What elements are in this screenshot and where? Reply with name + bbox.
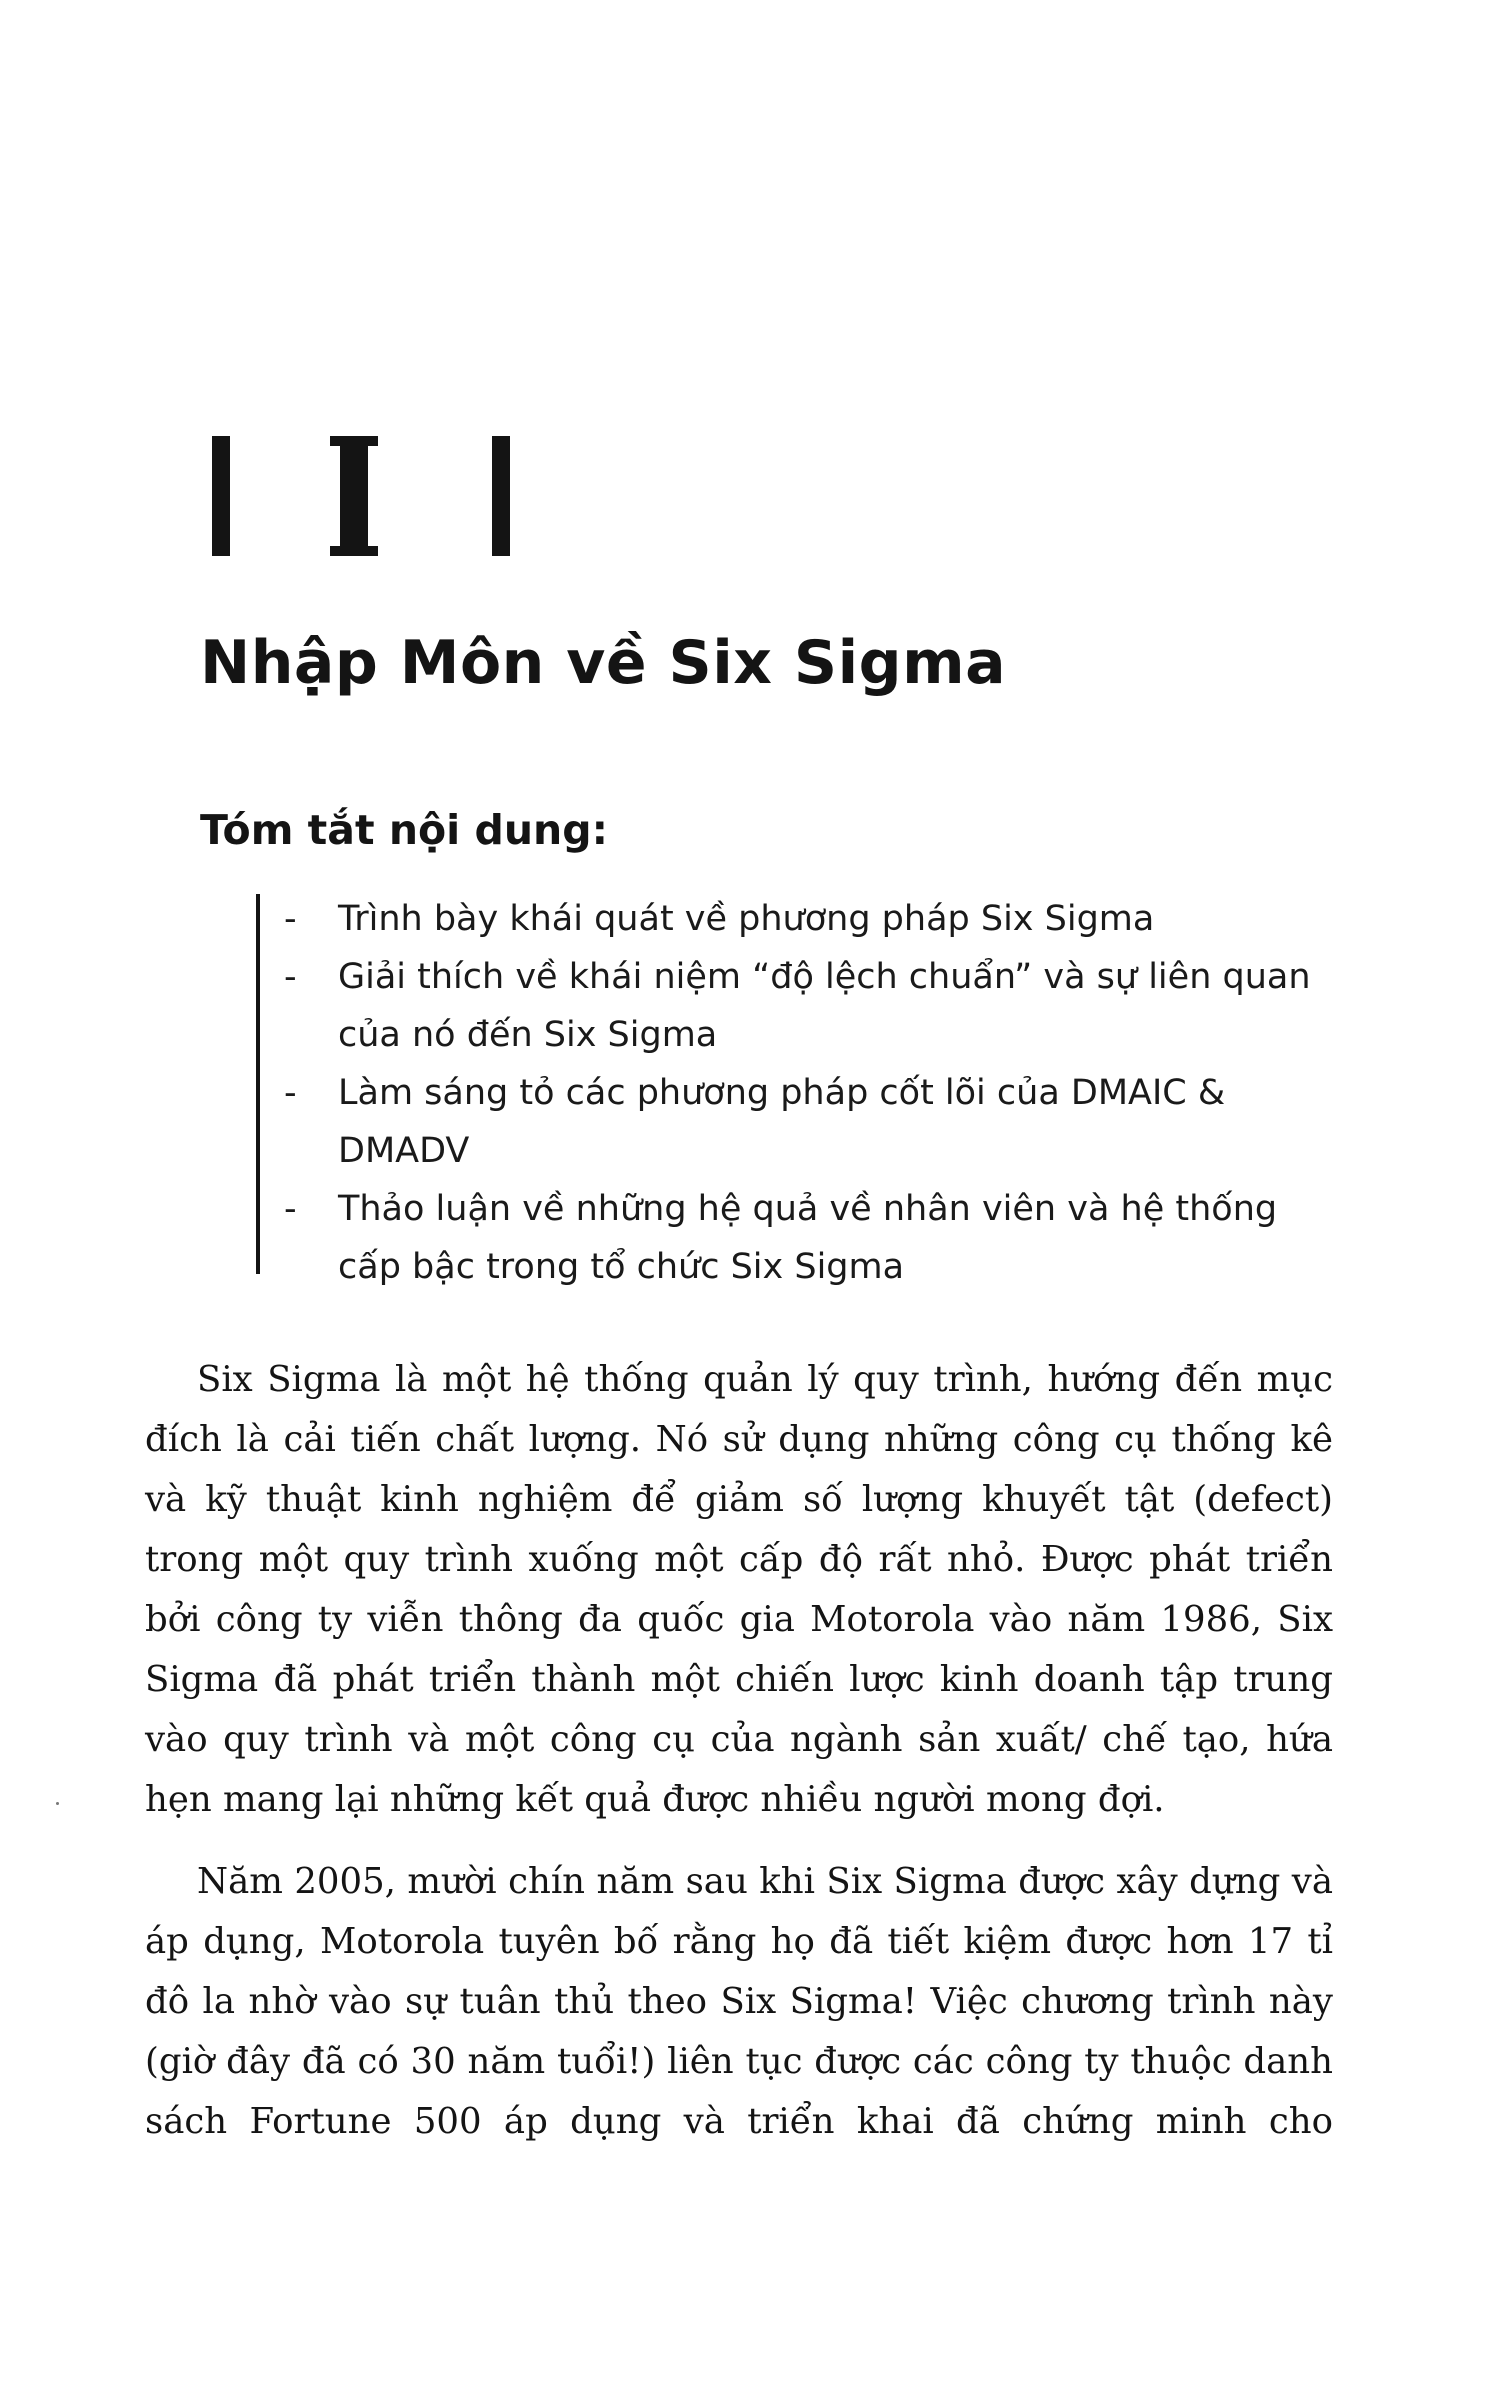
chapter-title: Nhập Môn về Six Sigma bbox=[200, 628, 1007, 698]
summary-item bbox=[276, 890, 1336, 948]
summary-vertical-rule bbox=[256, 894, 260, 1274]
summary-item bbox=[276, 948, 1336, 1064]
bullet-dash: - bbox=[284, 1189, 297, 1229]
bullet-dash: - bbox=[284, 1073, 297, 1113]
numeral-bar-center bbox=[340, 436, 368, 556]
summary-heading: Tóm tắt nội dung: bbox=[200, 806, 608, 854]
summary-item-text: Trình bày khái quát về phương pháp Six Sigma bbox=[338, 899, 1155, 939]
body-paragraph: Six Sigma là một hệ thống quản lý quy trình, hướng đến mục đích là cải tiến chất lượng. Nó sử dụng những công cụ thống kê và kỹ thuật kinh nghiệm để giảm số lượng khuyết tật (defect) trong một quy trình xuống một cấp độ rất nhỏ. Được phát triển bởi công ty viễn thông đa quốc gia Motorola vào năm 1986, Six Sigma đã phát triển thành một chiến lược kinh doanh tập trung vào quy trình và một công cụ của ngành sản xuất/ chế tạo, hứa hẹn mang lại những kết quả được nhiều người mong đợi. bbox=[145, 1359, 1333, 1820]
summary-item-text: Thảo luận về những hệ quả về nhân viên và hệ thống cấp bậc trong tổ chức Six Sigma bbox=[338, 1189, 1278, 1287]
summary-item bbox=[276, 1180, 1336, 1296]
summary-item bbox=[276, 1064, 1336, 1180]
chapter-numeral bbox=[212, 436, 522, 556]
bullet-dash: - bbox=[284, 899, 297, 939]
bullet-dash: - bbox=[284, 957, 297, 997]
body-paragraph: Năm 2005, mười chín năm sau khi Six Sigma được xây dựng và áp dụng, Motorola tuyên bố rằng họ đã tiết kiệm được hơn 17 tỉ đô la nhờ vào sự tuân thủ theo Six Sigma! Việc chương trình này (giờ đây đã có 30 năm tuổi!) liên tục được các công ty thuộc danh sách Fortune 500 áp dụng và triển khai đã chứng minh cho bbox=[145, 1861, 1333, 2142]
summary-item-text: Làm sáng tỏ các phương pháp cốt lõi của DMAIC & DMADV bbox=[338, 1073, 1226, 1171]
summary-item-text: Giải thích về khái niệm “độ lệch chuẩn” và sự liên quan của nó đến Six Sigma bbox=[338, 957, 1311, 1055]
body-text bbox=[145, 1350, 1333, 2174]
numeral-bar-left bbox=[212, 436, 230, 556]
scan-speck bbox=[56, 1802, 59, 1805]
summary-list bbox=[276, 890, 1336, 1296]
numeral-bar-right bbox=[492, 436, 510, 556]
numeral-serif-bottom bbox=[330, 546, 378, 556]
